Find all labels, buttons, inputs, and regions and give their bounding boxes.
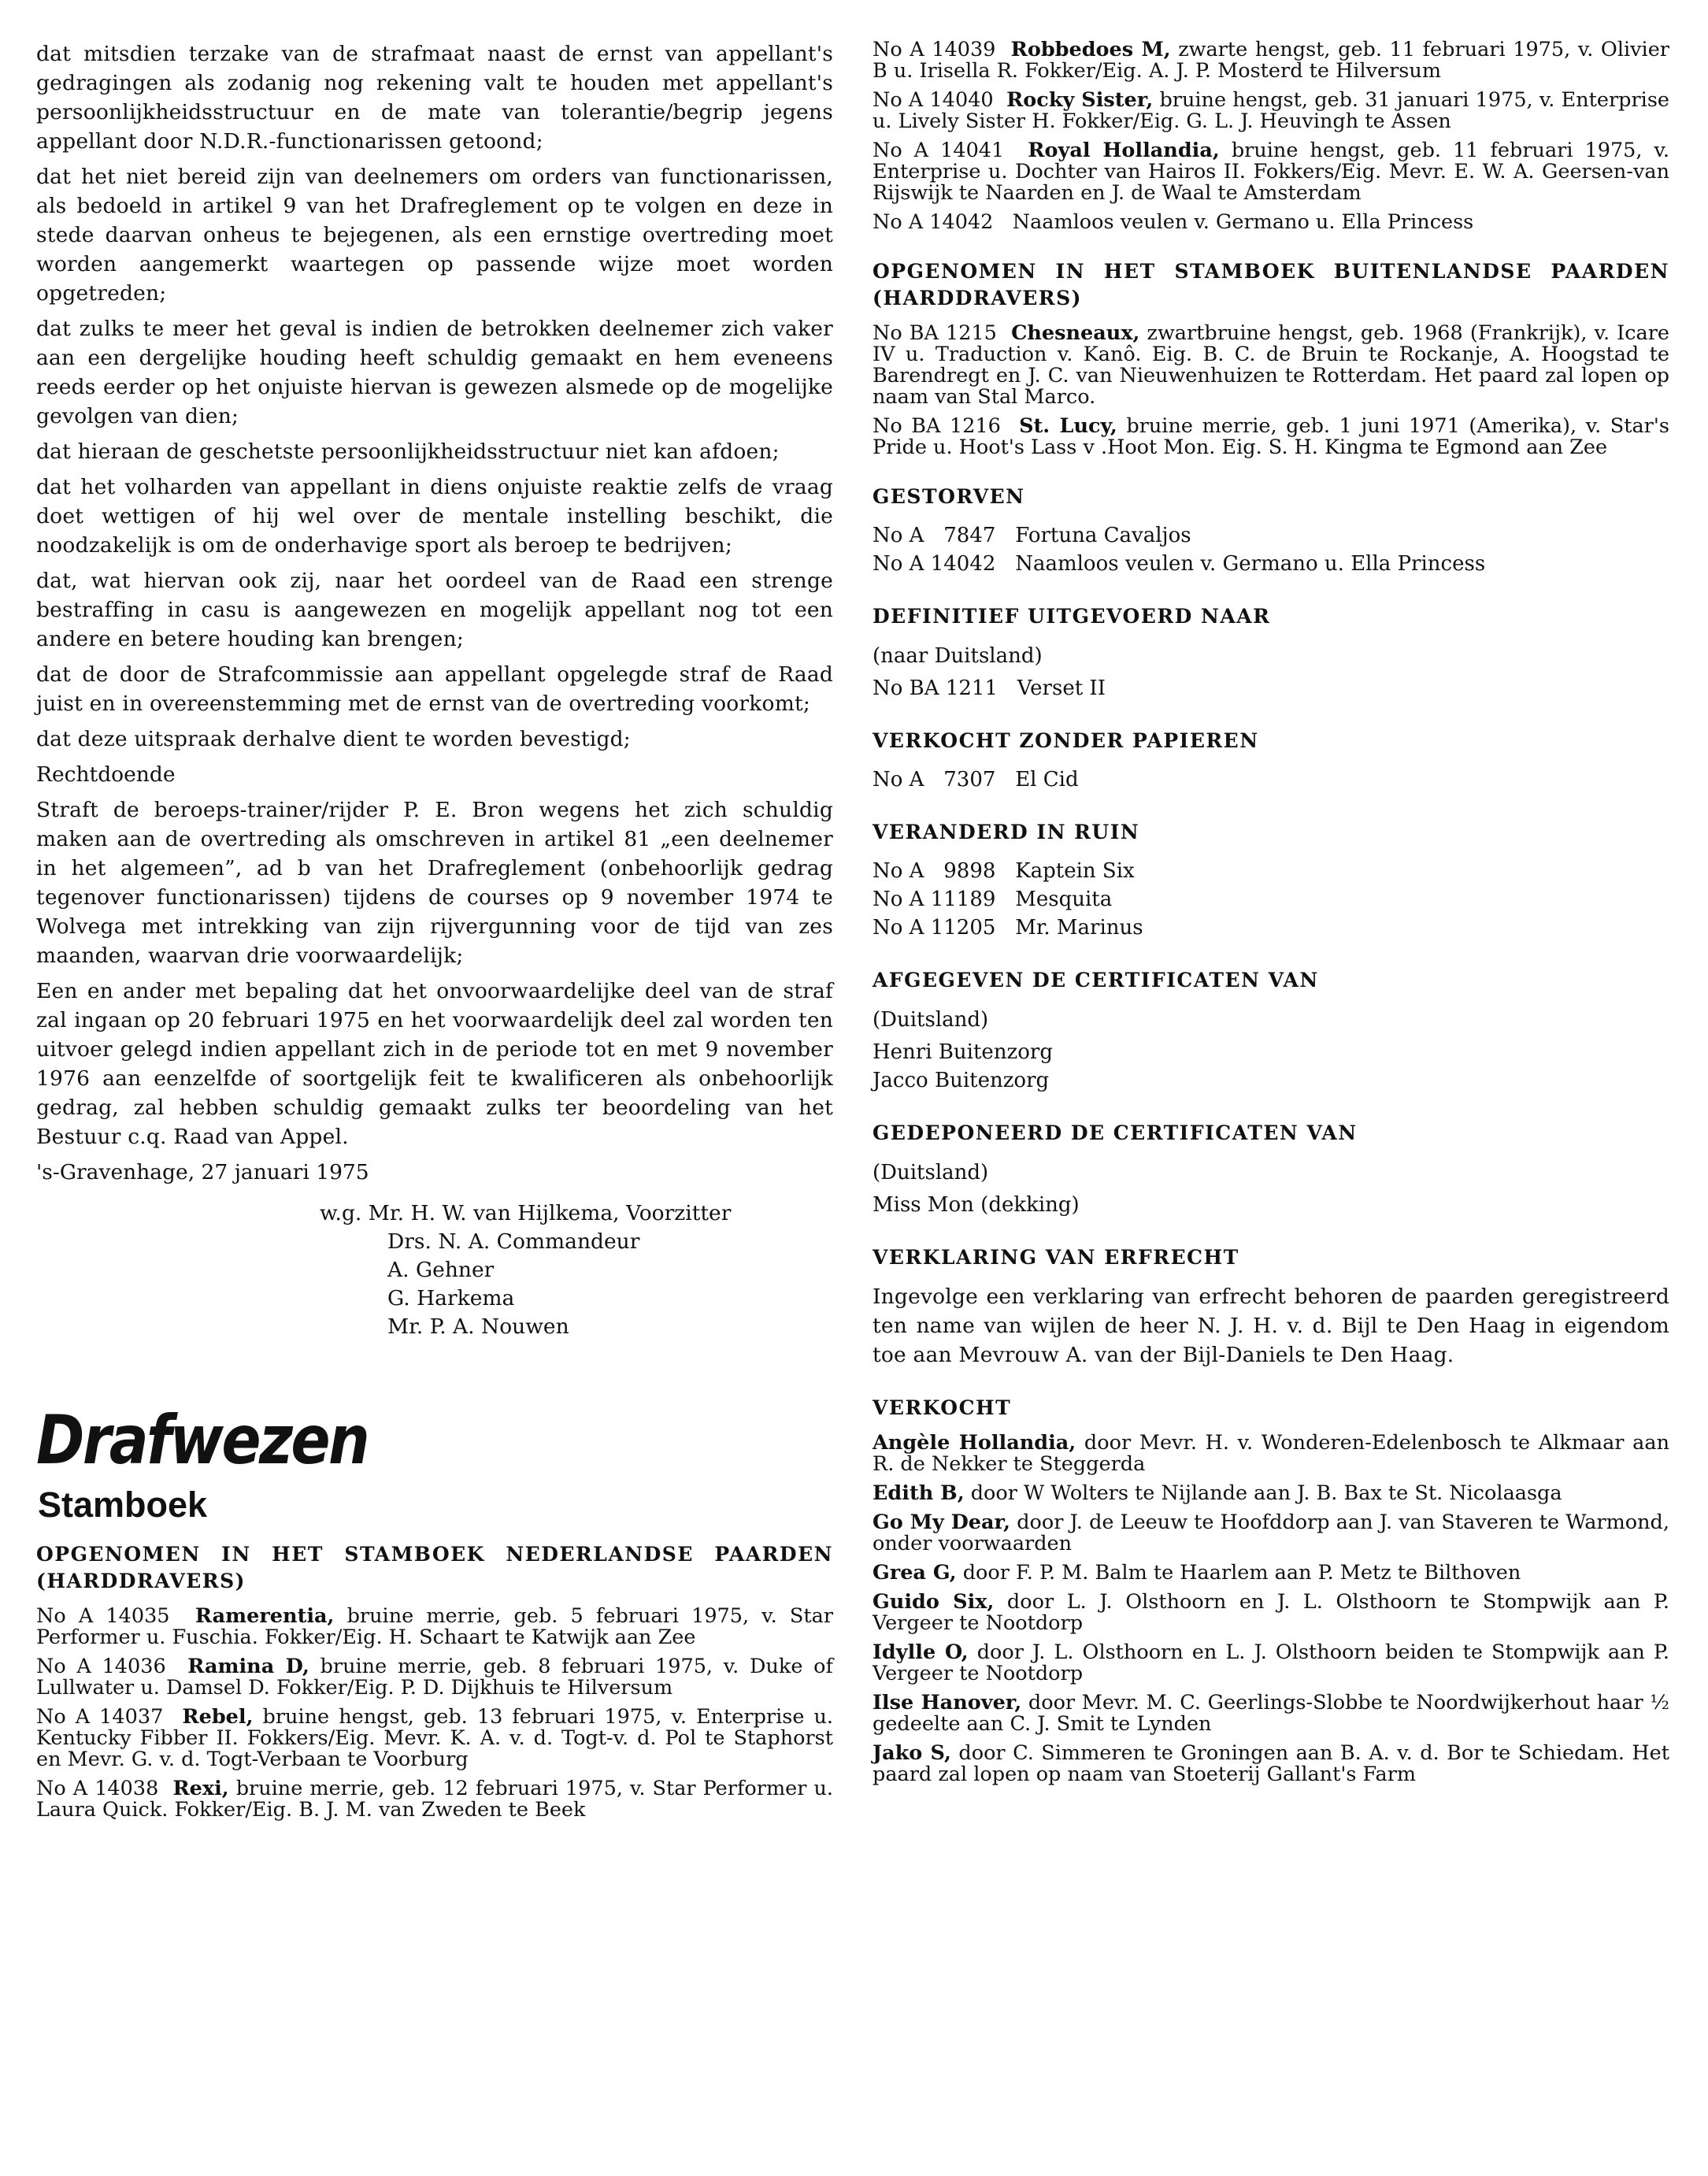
heading-erfrecht: VERKLARING VAN ERFRECHT	[873, 1246, 1239, 1269]
list-row: No A 14042 Naamloos veulen v. Germano u. Ella Princess	[873, 552, 1486, 576]
sale-entry: Guido Six, door L. J. Olsthoorn en J. L. Olsthoorn te Stompwijk aan P. Vergeer te Nootdorp	[873, 1590, 1669, 1635]
list-row: Jacco Buitenzorg	[873, 1069, 1050, 1092]
registry-entry: No A 14037 Rebel, bruine hengst, geb. 13 februari 1975, v. Enterprise u. Kentucky Fibber II. Fokkers/Eig. Mevr. K. A. v. d. Togt-v. d. Pol te Staphorst en Mevr. G. v. d. Togt-Verbaan te Voorburg	[36, 1705, 833, 1771]
rechtdoende-label: Rechtdoende	[36, 762, 176, 787]
erfrecht-text: Ingevolge een verklaring van erfrecht behoren de paarden geregistreerd ten name van wijlen de heer N. J. H. v. d. Bijl te Den Haag in eigendom toe aan Mevrouw A. van der Bijl-Daniels te Den Haag.	[873, 1284, 1669, 1367]
signer-name: Mr. P. A. Nouwen	[387, 1314, 569, 1339]
country-note: (naar Duitsland)	[873, 644, 1043, 668]
section-verkocht	[873, 1395, 1669, 1785]
section-gestorven	[873, 484, 1669, 578]
heading-verkocht: VERKOCHT	[873, 1396, 1012, 1419]
list-row: No BA 1211 Verset II	[873, 677, 1106, 700]
signer-name: Mr. H. W. van Hijlkema, Voorzitter	[368, 1201, 732, 1225]
heading-stamboek-nederlandse: OPGENOMEN IN HET STAMBOEK NEDERLANDSE PAARDEN (HARDDRAVERS)	[36, 1543, 833, 1592]
signers-prefix: w.g.	[320, 1201, 362, 1225]
sale-entry: Grea G, door F. P. M. Balm te Haarlem aan P. Metz te Bilthoven	[873, 1561, 1521, 1585]
registry-entry: No A 14035 Ramerentia, bruine merrie, geb. 5 februari 1975, v. Star Performer u. Fuschia. Fokker/Eig. H. Schaart te Katwijk aan Zee	[36, 1604, 834, 1649]
ruling-paragraph: dat deze uitspraak derhalve dient te worden bevestigd;	[36, 727, 631, 751]
section-title: Drafwezen	[36, 1401, 369, 1480]
registry-entry: No A 14039 Robbedoes M, zwarte hengst, geb. 11 februari 1975, v. Olivier B u. Irisella R. Fokker/Eig. A. J. P. Mosterd te Hilversum	[873, 38, 1669, 83]
registry-entry: No A 14042 Naamloos veulen v. Germano u. Ella Princess	[873, 210, 1474, 234]
section-uitgevoerd	[873, 603, 1669, 702]
list-row: No A 7847 Fortuna Cavaljos	[873, 524, 1191, 547]
list-row: No A 9898 Kaptein Six	[873, 859, 1135, 883]
ruling-paragraph: dat de door de Strafcommissie aan appellant opgelegde straf de Raad juist en in overeenstemming met de ernst van de overtreding voorkomt;	[36, 662, 833, 716]
sale-entry: Edith B, door W Wolters te Nijlande aan J. B. Bax te St. Nicolaasga	[873, 1481, 1562, 1505]
registry-entry: No A 14038 Rexi, bruine merrie, geb. 12 februari 1975, v. Star Performer u. Laura Quick. Fokker/Eig. B. J. M. van Zweden te Beek	[36, 1777, 833, 1822]
ruling-paragraph: dat het volharden van appellant in diens onjuiste reaktie zelfs de vraag doet wettigen of hij wel over de mentale instelling beschikt, die noodzakelijk is om de onderhavige sport als beroep te bedrijven;	[36, 475, 833, 558]
heading-stamboek-buitenlandse: OPGENOMEN IN HET STAMBOEK BUITENLANDSE PAARDEN (HARDDRAVERS)	[873, 260, 1669, 310]
registry-entry: No BA 1215 Chesneaux, zwartbruine hengst, geb. 1968 (Frankrijk), v. Icare IV u. Traduction v. Kanô. Eig. B. C. de Bruin te Rockanje, A. Hoogstad te Barendregt en J. C. van Nieuwenhuizen te Rotterdam. Het paard zal lopen op naam van Stal Marco.	[873, 321, 1669, 409]
registry-continued	[873, 39, 1669, 233]
right-column	[873, 39, 1669, 1811]
section-ruin	[873, 819, 1669, 942]
list-row: No A 7307 El Cid	[873, 768, 1079, 791]
sale-entry: Ilse Hanover, door Mevr. M. C. Geerlings-Slobbe te Noordwijkerhout haar ½ gedeelte aan C. J. Smit te Lynden	[873, 1691, 1669, 1736]
signer-name: A. Gehner	[387, 1258, 495, 1282]
registry-entry: No BA 1216 St. Lucy, bruine merrie, geb. 1 juni 1971 (Amerika), v. Star's Pride u. Hoot's Lass v .Hoot Mon. Eig. S. H. Kingma te Egmond aan Zee	[873, 414, 1669, 459]
section-gedeponeerd	[873, 1120, 1669, 1219]
list-row: Miss Mon (dekking)	[873, 1193, 1080, 1217]
ruling-paragraph: dat zulks te meer het geval is indien de betrokken deelnemer zich vaker aan een dergelijke houding heeft schuldig gemaakt en hem eveneens reeds eerder op het onjuiste hiervan is gewezen alsmede op de mogelijke gevolgen van dien;	[36, 317, 833, 428]
heading-ruin: VERANDERD IN RUIN	[873, 821, 1140, 843]
country-note: (Duitsland)	[873, 1161, 989, 1184]
signer-name: Drs. N. A. Commandeur	[387, 1229, 640, 1254]
heading-zonder-papieren: VERKOCHT ZONDER PAPIEREN	[873, 729, 1259, 752]
signer-first	[320, 1199, 833, 1228]
heading-uitgevoerd: DEFINITIEF UITGEVOERD NAAR	[873, 605, 1271, 628]
left-column	[36, 39, 833, 1829]
sale-entry: Go My Dear, door J. de Leeuw te Hoofddorp aan J. van Staveren te Warmond, onder voorwaarden	[873, 1511, 1669, 1555]
list-row: No A 11189 Mesquita	[873, 888, 1113, 911]
heading-gedeponeerd: GEDEPONEERD DE CERTIFICATEN VAN	[873, 1121, 1358, 1144]
verdict-paragraph: Een en ander met bepaling dat het onvoorwaardelijke deel van de straf zal ingaan op 20 februari 1975 en het voorwaardelijk deel zal worden ten uitvoer gelegd indien appellant zich in de periode tot en met 9 november 1976 aan eenzelfde of soortgelijk feit te kwalificeren als onbehoorlijk gedrag, zal hebben schuldig gemaakt zulks ter beoordeling van het Bestuur c.q. Raad van Appel.	[36, 979, 833, 1149]
list-row: No A 11205 Mr. Marinus	[873, 916, 1143, 940]
country-note: (Duitsland)	[873, 1008, 989, 1032]
place-date: 's-Gravenhage, 27 januari 1975	[36, 1160, 369, 1184]
section-afgegeven	[873, 967, 1669, 1095]
ruling-paragraph: dat hieraan de geschetste persoonlijkheidsstructuur niet kan afdoen;	[36, 439, 780, 464]
signer-name: G. Harkema	[387, 1286, 515, 1310]
ruling-paragraph: dat het niet bereid zijn van deelnemers om orders van functionarissen, als bedoeld in artikel 9 van het Drafreglement op te volgen en deze in stede daarvan onheus te bejegenen, als een ernstige overtreding moet worden aangemerkt waartegen op passende wijze moet worden opgetreden;	[36, 165, 833, 306]
sale-entry: Angèle Hollandia, door Mevr. H. v. Wonderen-Edelenbosch te Alkmaar aan R. de Nekker te Steggerda	[873, 1431, 1670, 1476]
registry-entry: No A 14036 Ramina D, bruine merrie, geb. 8 februari 1975, v. Duke of Lullwater u. Damsel D. Fokker/Eig. P. D. Dijkhuis te Hilversum	[36, 1655, 833, 1700]
section-erfrecht	[873, 1244, 1669, 1370]
list-row: Henri Buitenzorg	[873, 1040, 1053, 1064]
heading-afgegeven: AFGEGEVEN DE CERTIFICATEN VAN	[873, 969, 1319, 992]
sale-entry: Idylle O, door J. L. Olsthoorn en L. J. Olsthoorn beiden te Stompwijk aan P. Vergeer te Nootdorp	[873, 1640, 1669, 1685]
verdict-paragraph: Straft de beroeps-trainer/rijder P. E. Bron wegens het zich schuldig maken aan de overtreding als omschreven in artikel 81 „een deelnemer in het algemeen”, ad b van het Drafreglement (onbehoorlijk gedrag tegenover functionarissen) tijdens de courses op 9 november 1974 te Wolvega met intrekking van zijn rijvergunning voor de tijd van zes maanden, waarvan drie voorwaardelijk;	[36, 798, 833, 968]
registry-entry: No A 14041 Royal Hollandia, bruine hengst, geb. 11 februari 1975, v. Enterprise u. Dochter van Hairos II. Fokkers/Eig. Mevr. E. W. A. Geersen-van Rijswijk te Naarden en J. de Waal te Amsterdam	[873, 139, 1670, 205]
ruling-paragraph: dat, wat hiervan ook zij, naar het oordeel van de Raad een strenge bestraffing in casu is aangewezen en mogelijk appellant nog tot een andere en betere houding kan brengen;	[36, 569, 833, 651]
signers-block	[320, 1199, 833, 1341]
section-subtitle: Stamboek	[38, 1485, 208, 1525]
heading-gestorven: GESTORVEN	[873, 485, 1025, 508]
ruling-paragraph: dat mitsdien terzake van de strafmaat naast de ernst van appellant's gedragingen als zodanig nog rekening valt te houden met appellant's persoonlijkheidsstructuur en de mate van tolerantie/begrip jegens appellant door N.D.R.-functionarissen getoond;	[36, 42, 833, 154]
registry-entry: No A 14040 Rocky Sister, bruine hengst, geb. 31 januari 1975, v. Enterprise u. Lively Sister H. Fokker/Eig. G. L. J. Heuvingh te Assen	[873, 88, 1669, 133]
section-zonder-papieren	[873, 728, 1669, 794]
sale-entry: Jako S, door C. Simmeren te Groningen aan B. A. v. d. Bor te Schiedam. Het paard zal lopen op naam van Stoeterij Gallant's Farm	[873, 1741, 1669, 1786]
section-buitenlandse	[873, 258, 1669, 458]
